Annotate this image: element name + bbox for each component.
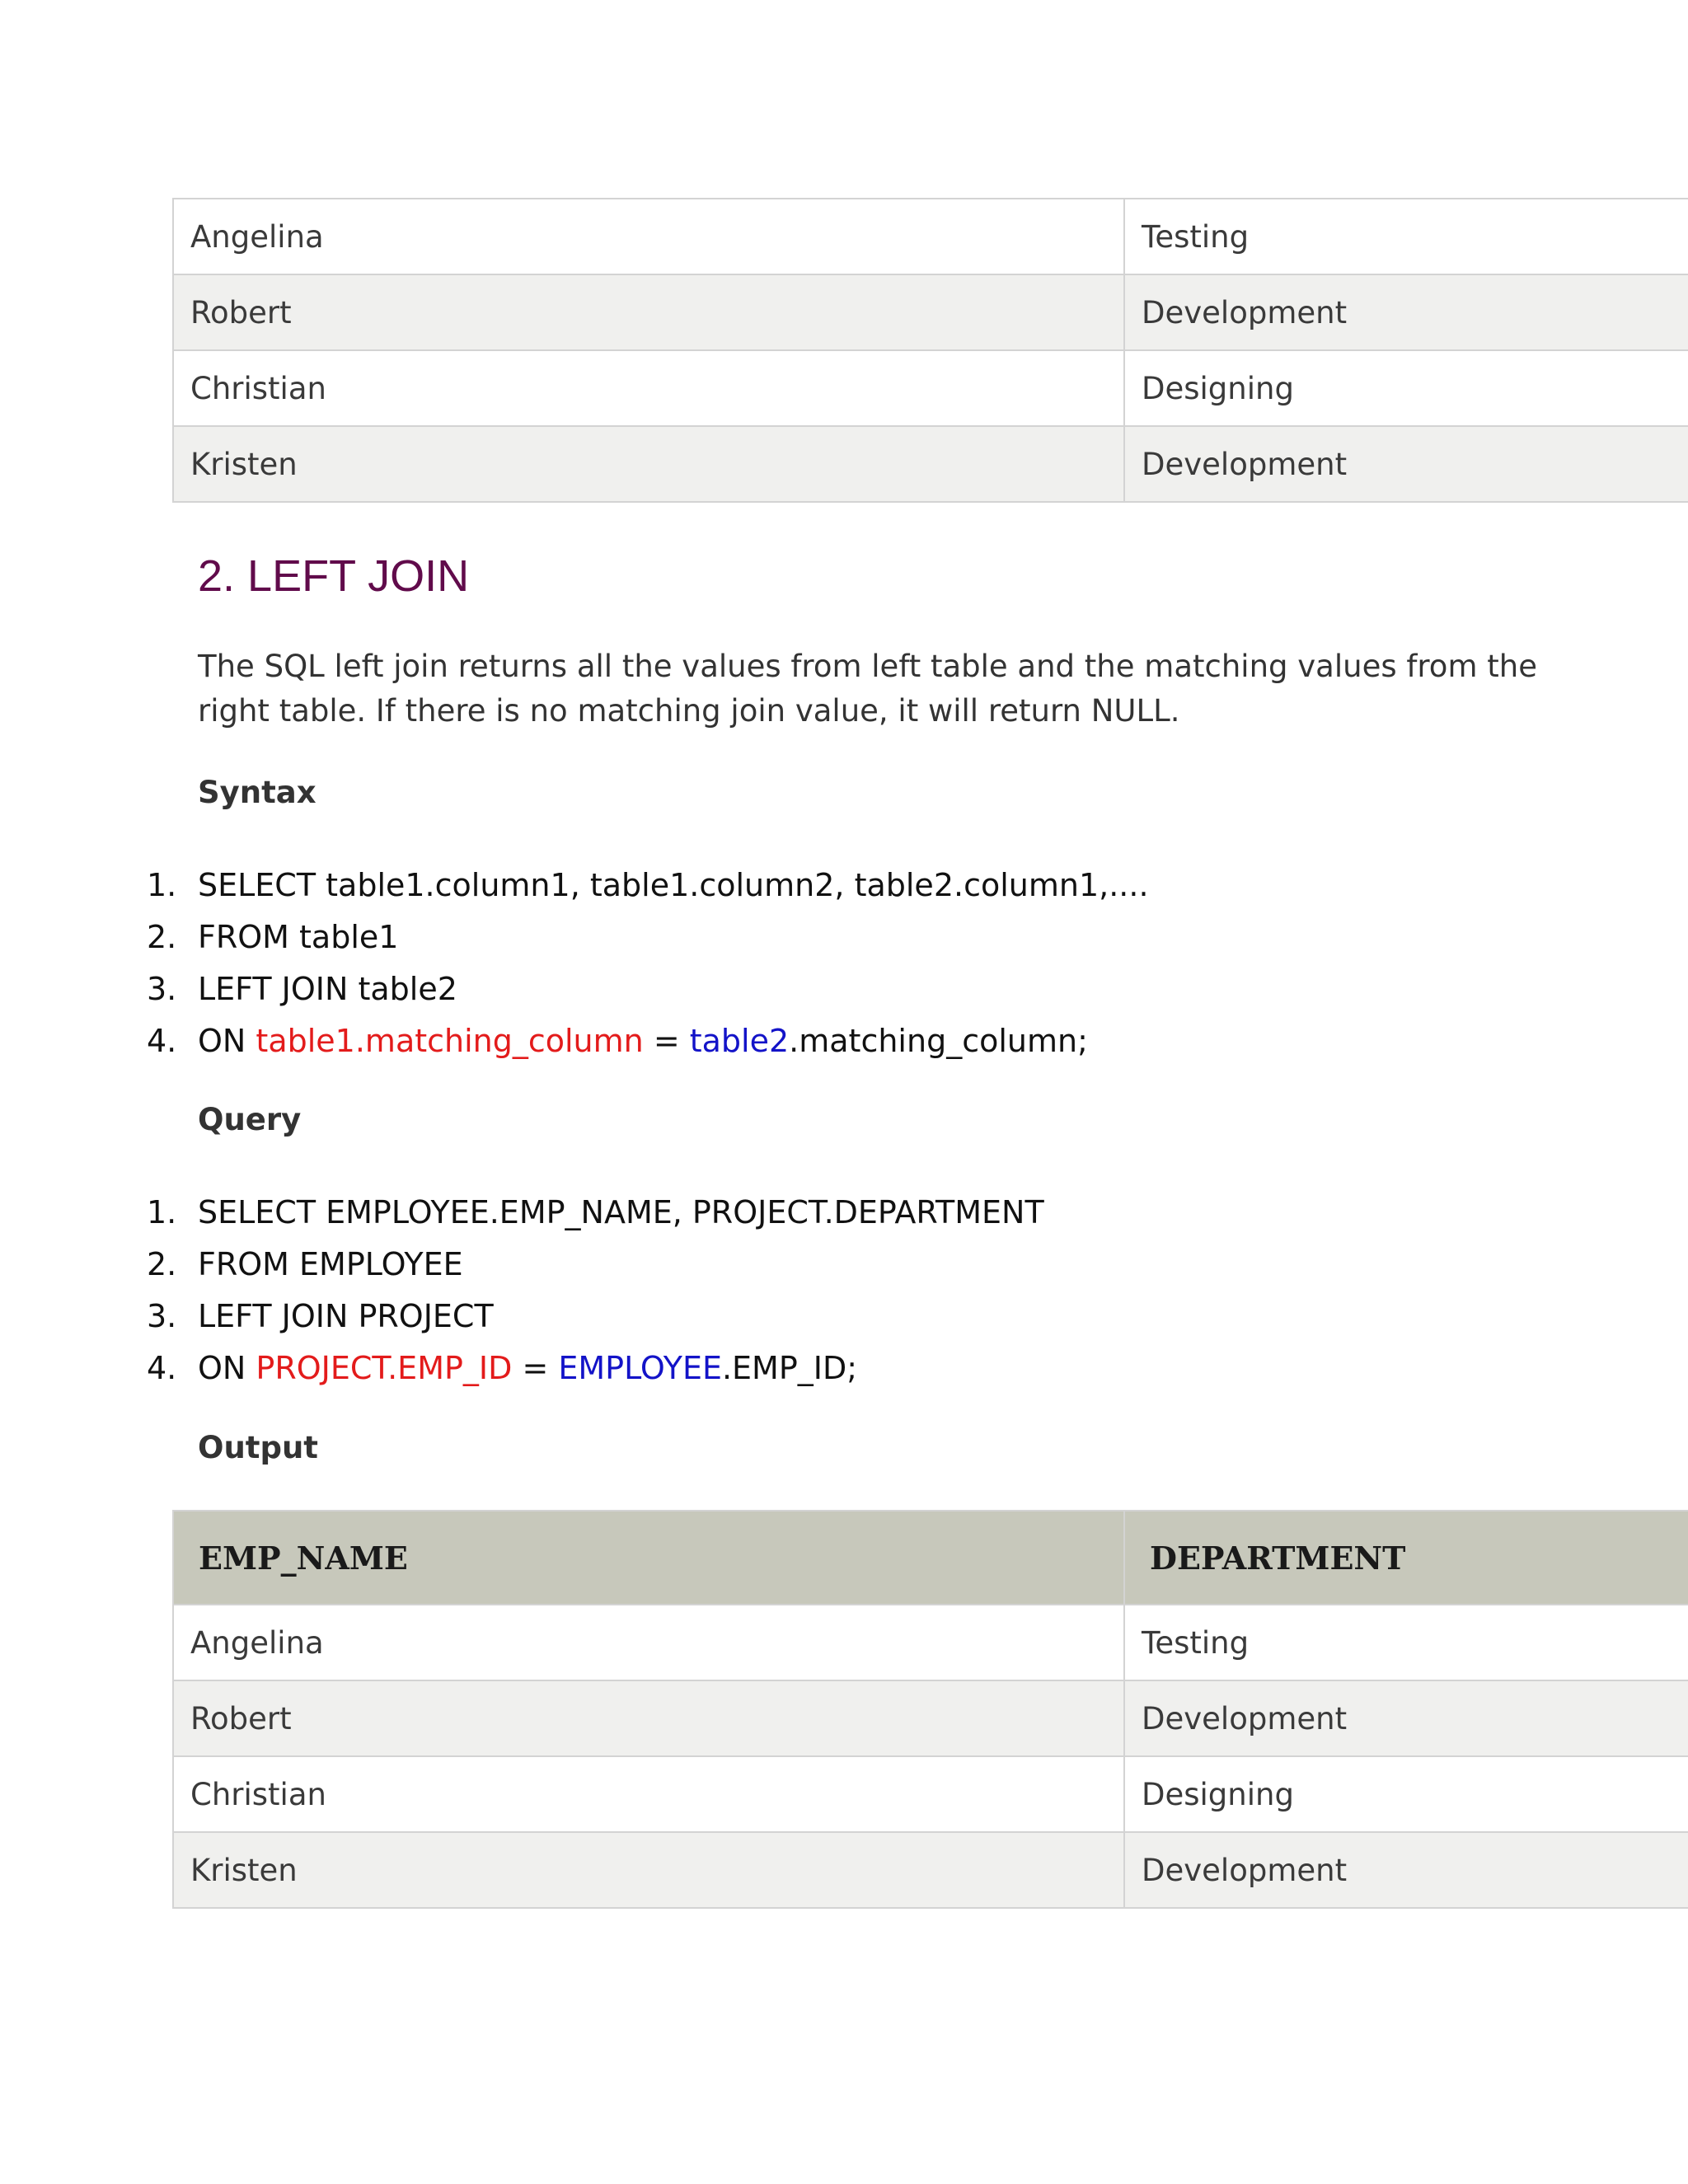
table-header-row (173, 1511, 1688, 1605)
code-text: SELECT table1.column1, table1.column2, table2.column1,.... (198, 867, 1149, 903)
query-label: Query (198, 1102, 302, 1137)
line-number: 4. (147, 1350, 177, 1386)
code-line (0, 1343, 1648, 1394)
code-line (0, 1291, 1648, 1343)
table-row (173, 1756, 1688, 1832)
code-prefix: ON (198, 1350, 256, 1386)
line-number: 2. (147, 919, 177, 955)
code-text: SELECT EMPLOYEE.EMP_NAME, PROJECT.DEPARTMENT (198, 1194, 1044, 1230)
code-operator: = (512, 1350, 559, 1386)
table-row (173, 1680, 1688, 1756)
table-cell: Robert (173, 1680, 1124, 1756)
output-table (172, 1510, 1688, 1909)
syntax-code-list (0, 860, 1648, 1067)
line-number: 3. (147, 971, 177, 1007)
code-line (0, 860, 1648, 912)
table-cell: Kristen (173, 426, 1124, 502)
code-line (0, 912, 1648, 963)
line-number: 2. (147, 1246, 177, 1282)
code-suffix: .matching_column; (789, 1023, 1088, 1059)
code-highlight-blue: table2 (689, 1023, 790, 1059)
code-suffix: .EMP_ID; (721, 1350, 858, 1386)
line-number: 1. (147, 867, 177, 903)
table-cell: Designing (1124, 1756, 1688, 1832)
code-text: LEFT JOIN PROJECT (198, 1298, 494, 1334)
table-row (173, 426, 1688, 502)
code-text: FROM EMPLOYEE (198, 1246, 463, 1282)
code-text: LEFT JOIN table2 (198, 971, 457, 1007)
code-prefix: ON (198, 1023, 256, 1059)
table-row (173, 350, 1688, 426)
table-cell: Development (1124, 1832, 1688, 1908)
table-row (173, 1605, 1688, 1680)
code-highlight-red: PROJECT.EMP_ID (256, 1350, 513, 1386)
code-highlight-blue: EMPLOYEE (558, 1350, 722, 1386)
table-cell: Angelina (173, 1605, 1124, 1680)
table-cell: Designing (1124, 350, 1688, 426)
code-line (0, 963, 1648, 1015)
section-heading: 2. LEFT JOIN (198, 551, 470, 601)
table-cell: Kristen (173, 1832, 1124, 1908)
table-row (173, 274, 1688, 350)
column-header-emp-name: EMP_NAME (173, 1511, 1124, 1605)
table-cell: Testing (1124, 199, 1688, 274)
query-code-list (0, 1187, 1648, 1394)
table-row (173, 1832, 1688, 1908)
code-line (0, 1015, 1648, 1067)
line-number: 1. (147, 1194, 177, 1230)
output-label: Output (198, 1430, 318, 1465)
column-header-department: DEPARTMENT (1124, 1511, 1688, 1605)
top-table (172, 198, 1688, 503)
line-number: 3. (147, 1298, 177, 1334)
code-operator: = (643, 1023, 690, 1059)
table-cell: Development (1124, 426, 1688, 502)
code-line (0, 1187, 1648, 1239)
table-cell: Robert (173, 274, 1124, 350)
line-number: 4. (147, 1023, 177, 1059)
table-cell: Christian (173, 1756, 1124, 1832)
code-line (0, 1239, 1648, 1291)
table-cell: Development (1124, 1680, 1688, 1756)
section-description: The SQL left join returns all the values from left table and the matching values from the right table. If there is no matching join value, it will return NULL. (198, 649, 1537, 729)
code-highlight-red: table1.matching_column (256, 1023, 644, 1059)
table-cell: Christian (173, 350, 1124, 426)
table-cell: Testing (1124, 1605, 1688, 1680)
table-cell: Angelina (173, 199, 1124, 274)
table-row (173, 199, 1688, 274)
syntax-label: Syntax (198, 775, 316, 810)
table-cell: Development (1124, 274, 1688, 350)
code-text: FROM table1 (198, 919, 399, 955)
